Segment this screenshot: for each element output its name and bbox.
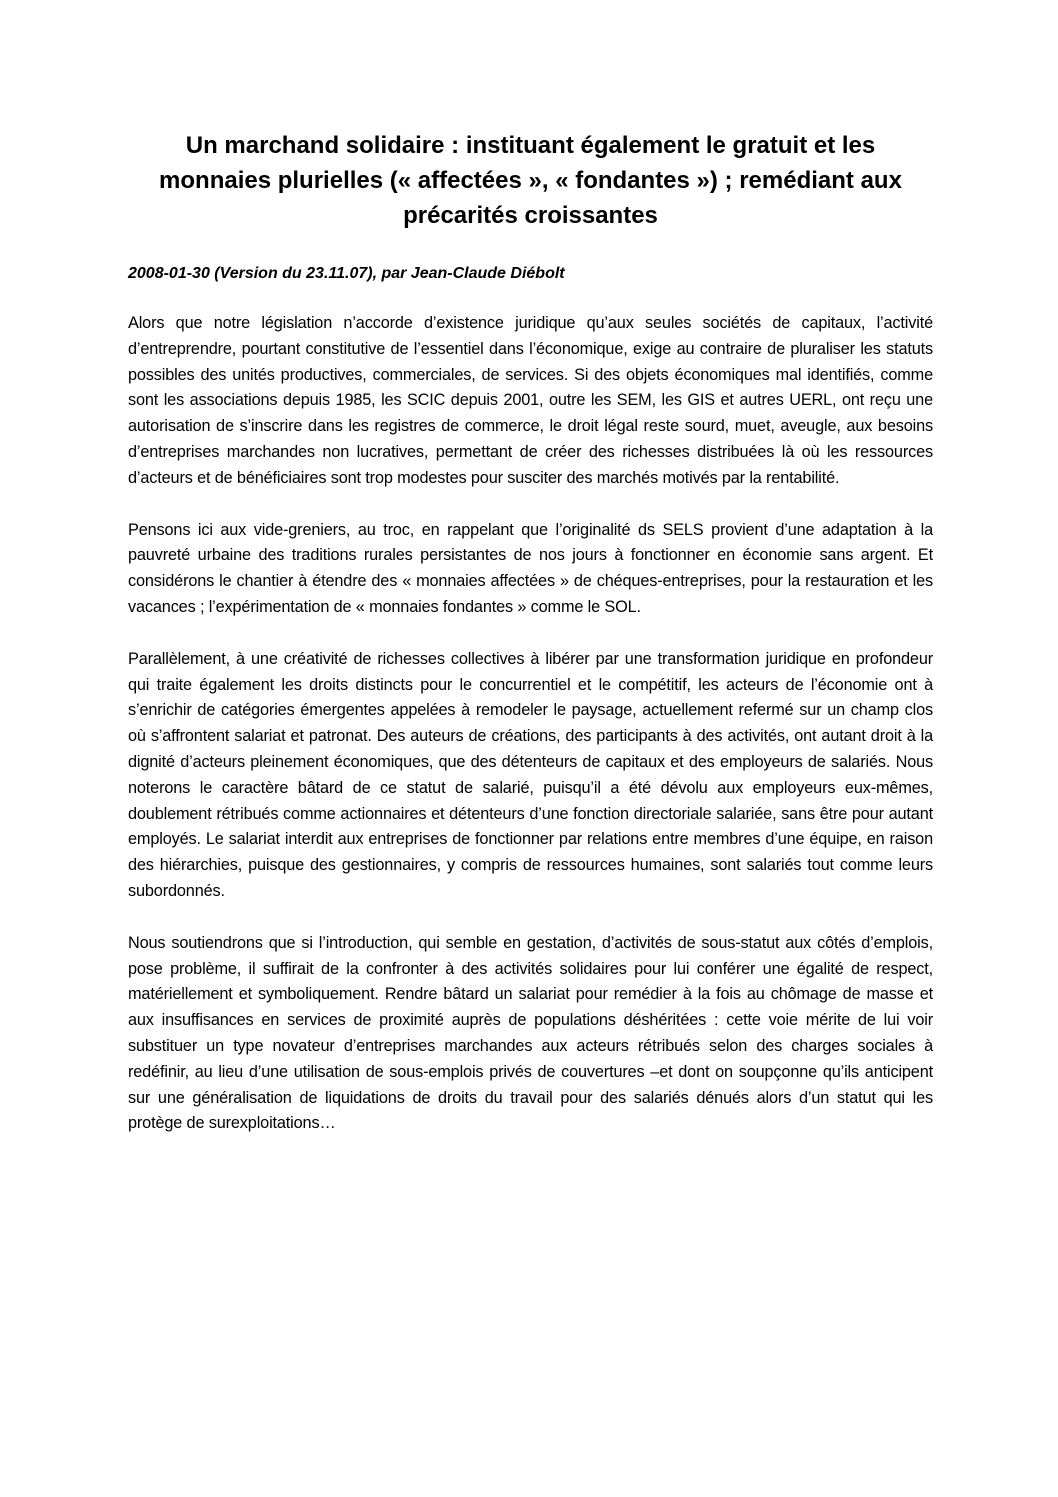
paragraph-4: Nous soutiendrons que si l’introduction, qui semble en gestation, d’activités de sous-statut aux côtés d’emplois, pose problème, il suffirait de la confronter à des activités solidaires pour lui conférer une égalité de respect, matériellement et symboliquement. Rendre bâtard un salariat pour remédier à la fois au chômage de masse et aux insuffisances en services de proximité auprès de populations déshéritées : cette voie mérite de lui voir substituer un type novateur d’entreprises marchandes aux acteurs rétribués selon des charges sociales à redéfinir, au lieu d’une utilisation de sous-emplois privés de couvertures –et dont on soupçonne qu’ils anticipent sur une généralisation de liquidations de droits du travail pour des salariés dénués alors d’un statut qui les protège de surexploitations… <box>128 933 933 1133</box>
document-byline: 2008-01-30 (Version du 23.11.07), par Jean-Claude Diébolt <box>128 265 565 282</box>
paragraph-3: Parallèlement, à une créativité de richesses collectives à libérer par une transformation juridique en profondeur qui traite également les droits distincts pour le concurrentiel et le compétitif, les acteurs de l’économie ont à s’enrichir de catégories émergentes appelées à remodeler le paysage, actuellement refermé sur un champ clos où s’affrontent salariat et patronat. Des auteurs de créations, des participants à des activités, ont autant droit à la dignité d’acteurs pleinement économiques, que des détenteurs de capitaux et des employeurs de salariés. Nous noterons le caractère bâtard de ce statut de salarié, puisqu’il a été dévolu aux employeurs eux-mêmes, doublement rétribués comme actionnaires et détenteurs d’une fonction directoriale salariée, sans être pour autant employés. Le salariat interdit aux entreprises de fonctionner par relations entre membres d’une équipe, en raison des hiérarchies, puisque des gestionnaires, y compris de ressources humaines, sont salariés tout comme leurs subordonnés. <box>128 649 933 900</box>
paragraph-1: Alors que notre législation n’accorde d’existence juridique qu’aux seules sociétés de capitaux, l’activité d’entreprendre, pourtant constitutive de l’essentiel dans l’économique, exige au contraire de pluraliser les statuts possibles des unités productives, commerciales, de services. Si des objets économiques mal identifiés, comme sont les associations depuis 1985, les SCIC depuis 2001, outre les SEM, les GIS et autres UERL, ont reçu une autorisation de s’inscrire dans les registres de commerce, le droit légal reste sourd, muet, aveugle, aux besoins d’entreprises marchandes non lucratives, permettant de créer des richesses distribuées là où les ressources d’acteurs et de bénéficiaires sont trop modestes pour susciter des marchés motivés par la rentabilité. <box>128 314 933 487</box>
paragraph-2: Pensons ici aux vide-greniers, au troc, en rappelant que l’originalité ds SELS provient d’une adaptation à la pauvreté urbaine des traditions rurales persistantes de nos jours à fonctionner en économie sans argent. Et considérons le chantier à étendre des « monnaies affectées » de chéques-entreprises, pour la restauration et les vacances ; l’expérimentation de « monnaies fondantes » comme le SOL. <box>128 520 933 616</box>
document-title: Un marchand solidaire : instituant également le gratuit et les monnaies plurielles (« affectées », « fondantes ») ; remédiant aux précarités croissantes <box>159 132 902 229</box>
document-page <box>128 128 933 1163</box>
